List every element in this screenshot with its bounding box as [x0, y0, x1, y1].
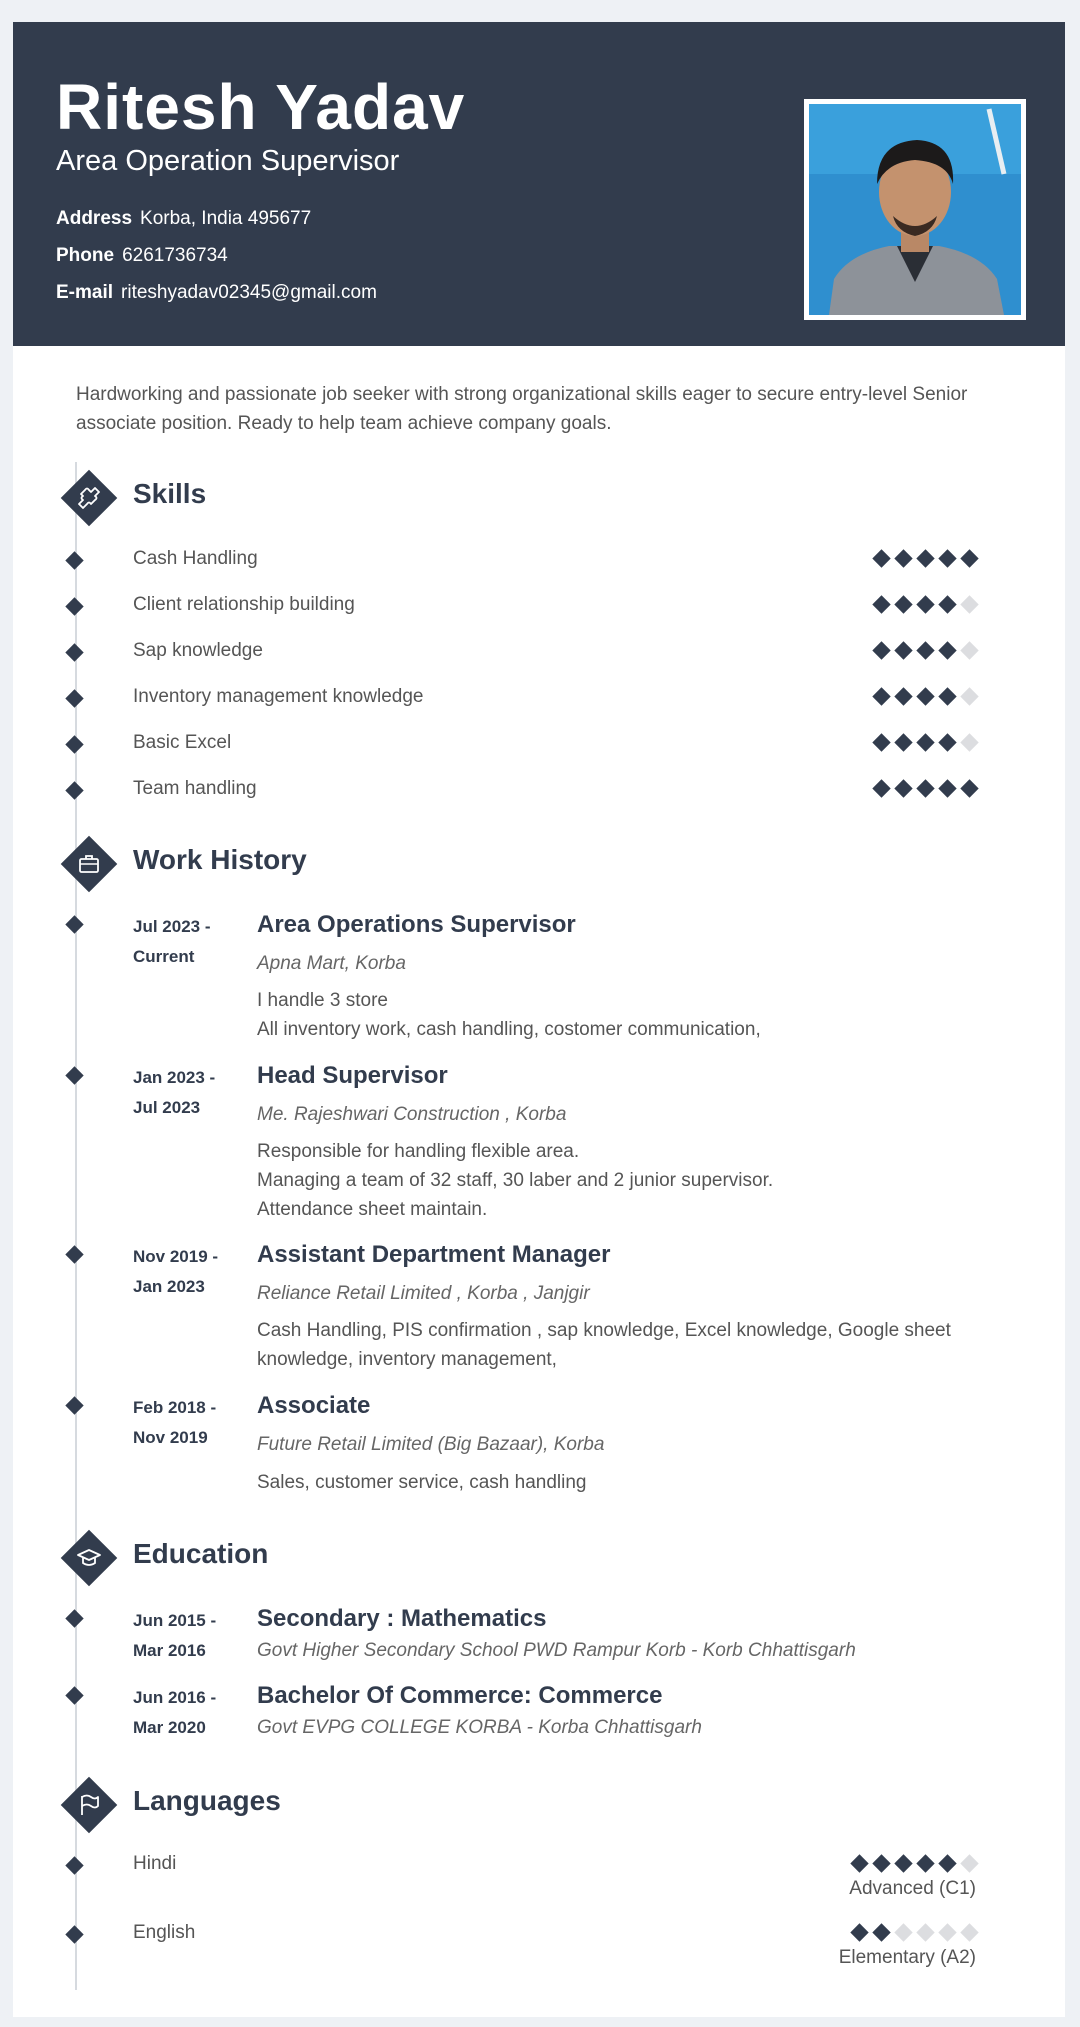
- education-start-date: Jun 2016 -: [133, 1688, 217, 1707]
- job-dates: [133, 1242, 218, 1302]
- rating-dot: [872, 595, 890, 613]
- job-description-line: Sales, customer service, cash handling: [257, 1472, 587, 1493]
- language-rating: [853, 1926, 976, 1939]
- job-description-line: All inventory work, cash handling, costomer communication,: [257, 1019, 761, 1040]
- email-value: riteshyadav02345@gmail.com: [121, 282, 377, 303]
- work-section-icon: [61, 836, 117, 892]
- education-dates: [133, 1683, 216, 1743]
- skill-label: Cash Handling: [133, 548, 258, 569]
- address-line: [56, 208, 311, 230]
- puzzle-icon: [75, 484, 103, 512]
- rating-dot: [916, 595, 934, 613]
- skill-label: Inventory management knowledge: [133, 686, 424, 707]
- rating-dot-empty: [960, 641, 978, 659]
- rating-dot-empty: [938, 1923, 956, 1941]
- rating-dot: [916, 687, 934, 705]
- address-label: Address: [56, 208, 133, 229]
- rating-dot-empty: [960, 1923, 978, 1941]
- timeline-bullet: [65, 1396, 83, 1414]
- language-label: Hindi: [133, 1853, 177, 1874]
- job-start-date: Jul 2023 -: [133, 917, 211, 936]
- job-start-date: Nov 2019 -: [133, 1247, 219, 1266]
- candidate-name: Ritesh Yadav: [56, 71, 466, 143]
- timeline-bullet: [65, 643, 83, 661]
- rating-dot: [938, 549, 956, 567]
- job-description: [257, 1137, 997, 1224]
- skill-label: Client relationship building: [133, 594, 355, 615]
- job-description: [257, 1468, 997, 1497]
- education-school: Govt Higher Secondary School PWD Rampur Korb - Korb Chhattisgarh: [257, 1640, 856, 1661]
- skill-rating: [875, 644, 976, 657]
- phone-value: 6261736734: [122, 245, 228, 266]
- job-end-date: Jan 2023: [133, 1277, 205, 1296]
- timeline-bullet: [65, 1245, 83, 1263]
- skill-rating: [875, 690, 976, 703]
- rating-dot: [850, 1923, 868, 1941]
- job-title: Associate: [257, 1392, 371, 1419]
- job-description-line: Responsible for handling flexible area.: [257, 1141, 580, 1162]
- rating-dot: [872, 1923, 890, 1941]
- rating-dot: [872, 733, 890, 751]
- profile-photo: [804, 99, 1026, 320]
- rating-dot: [938, 1854, 956, 1872]
- rating-dot-empty: [960, 733, 978, 751]
- graduation-cap-icon: [75, 1544, 103, 1572]
- summary-text: Hardworking and passionate job seeker with strong organizational skills eager to secure entry-level Senior associate position. Ready to help team achieve company goals.: [76, 384, 968, 434]
- timeline-bullet: [65, 597, 83, 615]
- timeline-bullet: [65, 689, 83, 707]
- education-title: Bachelor Of Commerce: Commerce: [257, 1682, 663, 1709]
- skill-label: Team handling: [133, 778, 257, 799]
- job-description-line: Attendance sheet maintain.: [257, 1199, 488, 1220]
- job-dates: [133, 912, 211, 972]
- education-heading: Education: [133, 1538, 269, 1569]
- email-line: [56, 282, 377, 304]
- skill-rating: [875, 736, 976, 749]
- job-company: Future Retail Limited (Big Bazaar), Korba: [257, 1434, 605, 1455]
- address-value: Korba, India 495677: [140, 208, 312, 229]
- education-section-icon: [61, 1530, 117, 1586]
- language-level: Advanced (C1): [849, 1878, 976, 1899]
- education-start-date: Jun 2015 -: [133, 1611, 217, 1630]
- language-level: Elementary (A2): [838, 1947, 976, 1968]
- briefcase-icon: [75, 850, 103, 878]
- profile-photo-image: [809, 104, 1021, 315]
- rating-dot: [894, 641, 912, 659]
- phone-line: [56, 245, 228, 267]
- rating-dot: [850, 1854, 868, 1872]
- candidate-title: Area Operation Supervisor: [56, 145, 400, 177]
- language-rating: [853, 1857, 976, 1870]
- rating-dot: [872, 687, 890, 705]
- job-description: [257, 986, 997, 1044]
- rating-dot: [916, 549, 934, 567]
- skill-rating: [875, 552, 976, 565]
- rating-dot: [872, 1854, 890, 1872]
- rating-dot: [894, 687, 912, 705]
- job-description-line: I handle 3 store: [257, 990, 388, 1011]
- rating-dot: [960, 549, 978, 567]
- education-end-date: Mar 2016: [133, 1641, 206, 1660]
- resume-header: [13, 22, 1065, 346]
- rating-dot: [872, 779, 890, 797]
- rating-dot: [960, 779, 978, 797]
- job-end-date: Current: [133, 947, 195, 966]
- skill-rating: [875, 782, 976, 795]
- phone-label: Phone: [56, 245, 115, 266]
- languages-section-icon: [61, 1777, 117, 1833]
- rating-dot: [872, 549, 890, 567]
- job-dates: [133, 1393, 216, 1453]
- job-title: Area Operations Supervisor: [257, 911, 576, 938]
- education-title: Secondary : Mathematics: [257, 1605, 547, 1632]
- timeline-bullet: [65, 915, 83, 933]
- languages-heading: Languages: [133, 1785, 281, 1816]
- rating-dot: [938, 733, 956, 751]
- rating-dot-empty: [960, 1854, 978, 1872]
- timeline-bullet: [65, 1925, 83, 1943]
- email-label: E-mail: [56, 282, 114, 303]
- job-description-line: Cash Handling, PIS confirmation , sap knowledge, Excel knowledge, Google sheet knowledge, inventory management,: [257, 1320, 951, 1370]
- rating-dot: [894, 779, 912, 797]
- job-description-line: Managing a team of 32 staff, 30 laber and 2 junior supervisor.: [257, 1170, 774, 1191]
- rating-dot: [916, 733, 934, 751]
- job-company: Apna Mart, Korba: [257, 953, 406, 974]
- skill-label: Sap knowledge: [133, 640, 263, 661]
- rating-dot: [916, 641, 934, 659]
- rating-dot: [872, 641, 890, 659]
- timeline-bullet: [65, 551, 83, 569]
- education-dates: [133, 1606, 216, 1666]
- job-company: Reliance Retail Limited , Korba , Janjgir: [257, 1283, 590, 1304]
- job-title: Assistant Department Manager: [257, 1241, 611, 1268]
- job-start-date: Feb 2018 -: [133, 1398, 217, 1417]
- rating-dot: [894, 595, 912, 613]
- job-end-date: Nov 2019: [133, 1428, 208, 1447]
- skills-section-icon: [61, 470, 117, 526]
- job-start-date: Jan 2023 -: [133, 1068, 216, 1087]
- rating-dot-empty: [894, 1923, 912, 1941]
- timeline-bullet: [65, 1066, 83, 1084]
- rating-dot: [938, 779, 956, 797]
- timeline-bullet: [65, 1686, 83, 1704]
- education-end-date: Mar 2020: [133, 1718, 206, 1737]
- timeline-bullet: [65, 735, 83, 753]
- resume-page: [13, 22, 1065, 2017]
- timeline-bullet: [65, 781, 83, 799]
- rating-dot: [894, 733, 912, 751]
- rating-dot: [938, 687, 956, 705]
- job-dates: [133, 1063, 215, 1123]
- job-description: [257, 1316, 997, 1374]
- rating-dot: [894, 549, 912, 567]
- rating-dot: [938, 641, 956, 659]
- rating-dot: [894, 1854, 912, 1872]
- rating-dot: [916, 1854, 934, 1872]
- timeline-bullet: [65, 1856, 83, 1874]
- job-end-date: Jul 2023: [133, 1098, 201, 1117]
- rating-dot-empty: [960, 595, 978, 613]
- skill-rating: [875, 598, 976, 611]
- education-school: Govt EVPG COLLEGE KORBA - Korba Chhattisgarh: [257, 1717, 702, 1738]
- rating-dot: [916, 779, 934, 797]
- rating-dot-empty: [960, 687, 978, 705]
- job-company: Me. Rajeshwari Construction , Korba: [257, 1104, 567, 1125]
- skill-label: Basic Excel: [133, 732, 232, 753]
- language-label: English: [133, 1922, 196, 1943]
- flag-icon: [75, 1791, 103, 1819]
- skills-heading: Skills: [133, 478, 207, 509]
- job-title: Head Supervisor: [257, 1062, 448, 1089]
- rating-dot: [938, 595, 956, 613]
- work-heading: Work History: [133, 844, 307, 875]
- rating-dot-empty: [916, 1923, 934, 1941]
- timeline-bullet: [65, 1609, 83, 1627]
